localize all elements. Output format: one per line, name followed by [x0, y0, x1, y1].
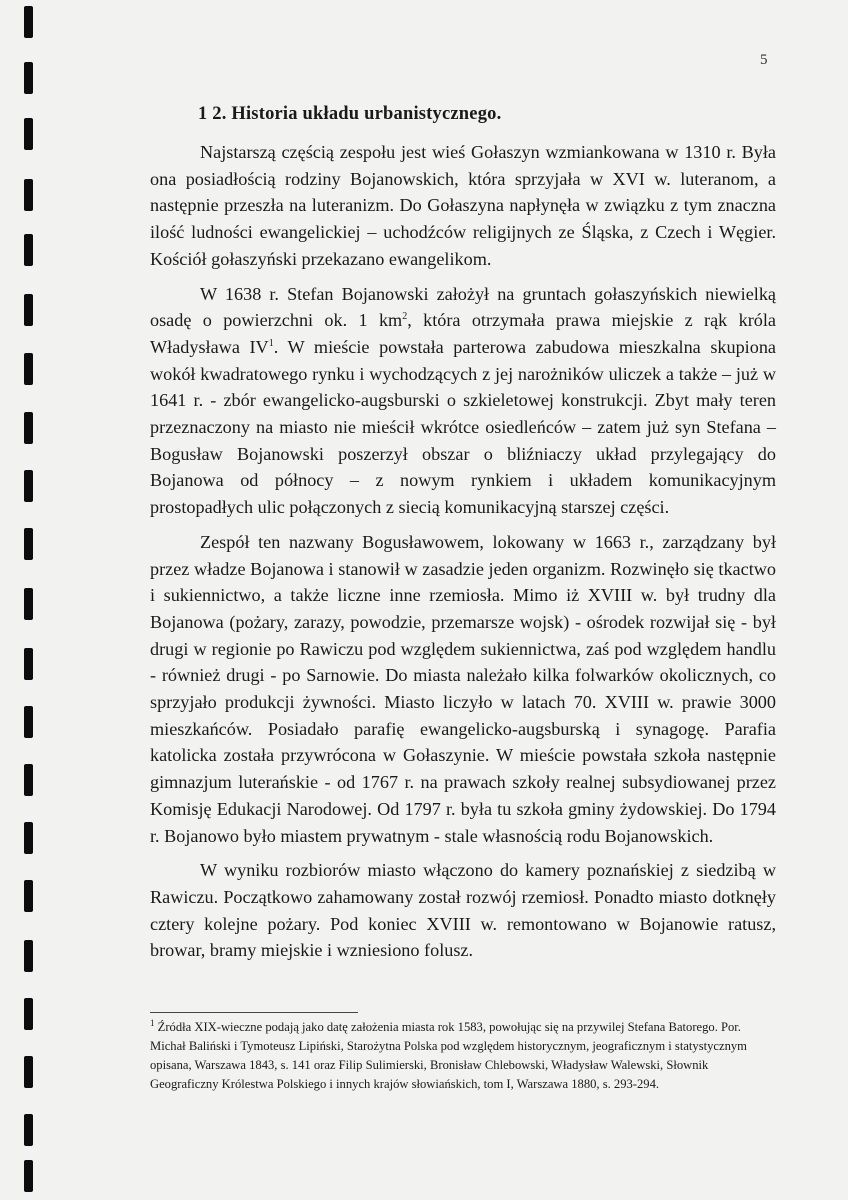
binding-hole [24, 1114, 33, 1146]
binding-hole [24, 648, 33, 680]
paragraph: Najstarszą częścią zespołu jest wieś Gołaszyn wzmiankowana w 1310 r. Była ona posiadłością rodziny Bojanowskich, która sprzyjała w XVI w. luteranom, a następnie przeszła na luteranizm. Do Gołaszyna napłynęła w związku z tym znaczna ilość ludności ewangelickiej – uchodźców religijnych ze Śląska, z Czech i Węgier. Kościół gołaszyński przekazano ewangelikom. [150, 142, 776, 269]
binding-hole [24, 234, 33, 266]
binding-hole [24, 179, 33, 211]
binding-hole [24, 62, 33, 94]
binding-hole [24, 6, 33, 38]
binding-hole [24, 353, 33, 385]
footnote-marker: 1 [150, 1017, 155, 1028]
binding-hole [24, 118, 33, 150]
paragraph [150, 281, 776, 521]
paragraph-text: W 1638 r. Stefan Bojanowski założył na gruntach gołaszyńskich niewielką osadę o powierzchni ok. 1 km [150, 283, 776, 331]
binding-hole [24, 998, 33, 1030]
footnote-text: Źródła XIX-wieczne podają jako datę założenia miasta rok 1583, powołując się na przywilej Stefana Batorego. Por. Michał Baliński i Tymoteusz Lipiński, Starożytna Polska pod względem historycznym, jeograficznym i statystycznym opisana, Warszawa 1843, s. 141 oraz Filip Sulimierski, Bronisław Chlebowski, Władysław Walewski, Słownik Geograficzny Królestwa Polskiego i innych krajów słowiańskich, tom I, Warszawa 1880, s. 293-294. [150, 1020, 747, 1091]
paragraph: Zespół ten nazwany Bogusławowem, lokowany w 1663 r., zarządzany był przez władze Bojanowa i stanowił w zasadzie jeden organizm. Rozwinęło się tkactwo i sukiennictwo, a także liczne inne rzemiosła. Mimo iż XVIII w. był trudny dla Bojanowa (pożary, zarazy, powodzie, przemarsze wojsk) - ośrodek rozwijał się - był drugi w regionie po Rawiczu pod względem sukiennictwa, zaś pod względem handlu - również drugi - po Sarnowie. Do miasta należało kilka folwarków okolicznych, co sprzyjało produkcji żywności. Miasto liczyło w latach 70. XVIII w. prawie 3000 mieszkańców. Posiadało parafię ewangelicko-augsburską i synagogę. Parafia katolicka została przywrócona w Gołaszynie. W mieście powstała szkoła następnie gimnazjum luterańskie - od 1767 r. na prawach szkoły realnej subsydiowanej przez Komisję Edukacji Narodowej. Od 1797 r. była tu szkoła gminy żydowskiej. Do 1794 r. Bojanowo było miastem prywatnym - stale własnością rodu Bojanowskich. [150, 531, 776, 846]
binding-hole [24, 588, 33, 620]
binding-hole [24, 764, 33, 796]
paragraph: W wyniku rozbiorów miasto włączono do kamery poznańskiej z siedzibą w Rawiczu. Początkowo zahamowany został rozwój rzemiosł. Ponadto miasto dotknęły cztery kolejne pożary. Pod koniec XVIII w. remontowano w Bojanowie ratusz, browar, bramy miejskie i wzniesiono folusz. [150, 860, 776, 961]
binding-hole [24, 470, 33, 502]
footnote-reference[interactable]: 1 [268, 337, 274, 349]
section-title: 1 2. Historia układu urbanistycznego. [198, 104, 502, 124]
paragraph-text: . W mieście powstała parterowa zabudowa mieszkalna skupiona wokół kwadratowego rynku i wychodzących z jej narożników uliczek a także – już w 1641 r. - zbór ewangelicko-augsburski o szkieletowej konstrukcji. Zbyt mały teren przeznaczony na miasto nie mieścił wkrótce osiedleńców – zatem już syn Stefana – Bogusław Bojanowski poszerzył obszar o bliźniaczy układ przylegający do Bojanowa od północy – z nowym rynkiem i układem komunikacyjnym prostopadłych ulic połączonych z siecią komunikacyjną starszej części. [150, 336, 776, 518]
binding-hole [24, 706, 33, 738]
footnote [150, 1018, 760, 1094]
binding-hole [24, 294, 33, 326]
binding-hole [24, 412, 33, 444]
paragraph-text: , która otrzymała prawa miejskie z rąk króla Władysława IV [150, 310, 776, 357]
page-number: 5 [760, 52, 768, 68]
footnote-separator [150, 1012, 358, 1013]
binding-hole [24, 880, 33, 912]
binding-hole [24, 528, 33, 560]
binding-holes [0, 0, 40, 1200]
main-content [150, 104, 776, 972]
binding-hole [24, 1160, 33, 1192]
binding-hole [24, 822, 33, 854]
binding-hole [24, 940, 33, 972]
superscript-exponent: 2 [402, 311, 408, 323]
binding-hole [24, 1056, 33, 1088]
